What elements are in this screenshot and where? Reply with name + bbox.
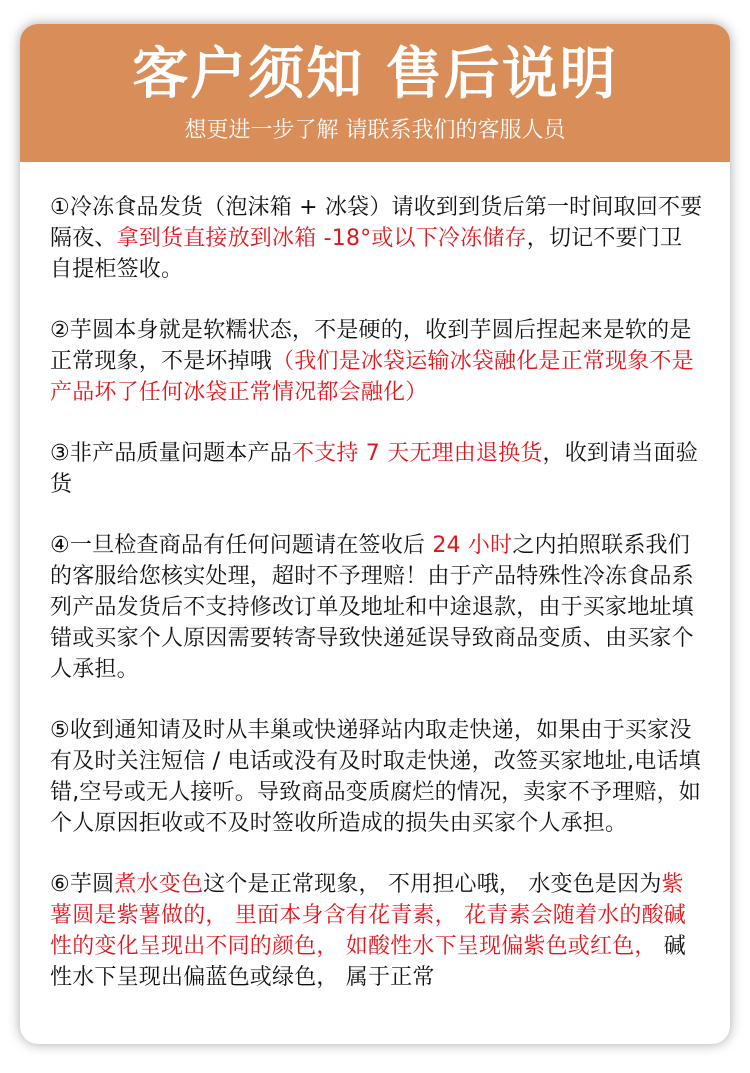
notice-4-text-a: ④一旦检查商品有任何问题请在签收后 (50, 533, 433, 558)
notice-6-text-a: ⑥芋圆 (50, 872, 115, 897)
notice-2-highlight: （我们是冰袋运输冰袋融化是正常现象不是产品坏了任何冰袋正常情况都会融化） (50, 349, 694, 405)
notice-3-highlight: 不支持 7 天无理由退换货 (291, 441, 543, 466)
notice-6-highlight-a: 煮水变色 (114, 872, 204, 897)
notice-3 (50, 438, 704, 500)
notice-6-text-c: 碱性水下呈现出偏蓝色或绿色， 属于正常 (50, 934, 687, 990)
notice-list (20, 162, 730, 993)
notice-6-highlight-b: 紫薯圆是紫薯做的， 里面本身含有花青素， 花青素会随着水的酸碱性的变化呈现出不同的颜色， 如酸性水下呈现偏紫色或红色， (50, 872, 686, 959)
page-subtitle: 想更进一步了解 请联系我们的客服人员 (184, 118, 566, 143)
notice-card (20, 24, 730, 1044)
notice-4 (50, 530, 704, 685)
notice-5-text: ⑤收到通知请及时从丰巢或快递驿站内取走快递，如果由于买家没有及时关注短信 / 电话或没有及时取走快递，改签买家地址,电话填错,空号或无人接听。导致商品变质腐烂的情况，卖家不予理赔，如个人原因拒收或不及时签收所造成的损失由买家个人承担。 (50, 718, 701, 836)
notice-4-highlight: 24 小时 (432, 533, 513, 558)
page-title: 客户须知 售后说明 (132, 42, 618, 107)
notice-1 (50, 192, 704, 285)
notice-3-text-a: ③非产品质量问题本产品 (50, 441, 292, 466)
notice-5 (50, 715, 704, 839)
notice-2 (50, 315, 704, 408)
notice-1-text-b: ，切记不要门卫自提柜签收。 (50, 226, 683, 282)
notice-6-text-b: 这个是正常现象， 不用担心哦， 水变色是因为 (203, 872, 662, 897)
notice-1-highlight: 拿到货直接放到冰箱 -18°或以下冷冻储存 (116, 226, 527, 251)
notice-1-text-a: ①冷冻食品发货（泡沫箱 + 冰袋）请收到到货后第一时间取回不要隔夜、 (50, 195, 703, 251)
notice-3-text-b: ，收到请当面验货 (50, 441, 698, 497)
notice-6 (50, 869, 704, 993)
notice-4-text-b: 之内拍照联系我们的客服给您核实处理，超时不予理赔！由于产品特殊性冷冻食品系列产品发货后不支持修改订单及地址和中途退款，由于买家地址填错或买家个人原因需要转寄导致快递延误导致商品变质、由买家个人承担。 (50, 533, 694, 682)
notice-2-text-a: ②芋圆本身就是软糯状态，不是硬的，收到芋圆后捏起来是软的是正常现象，不是坏掉哦 (50, 318, 692, 374)
header-banner (20, 24, 730, 162)
